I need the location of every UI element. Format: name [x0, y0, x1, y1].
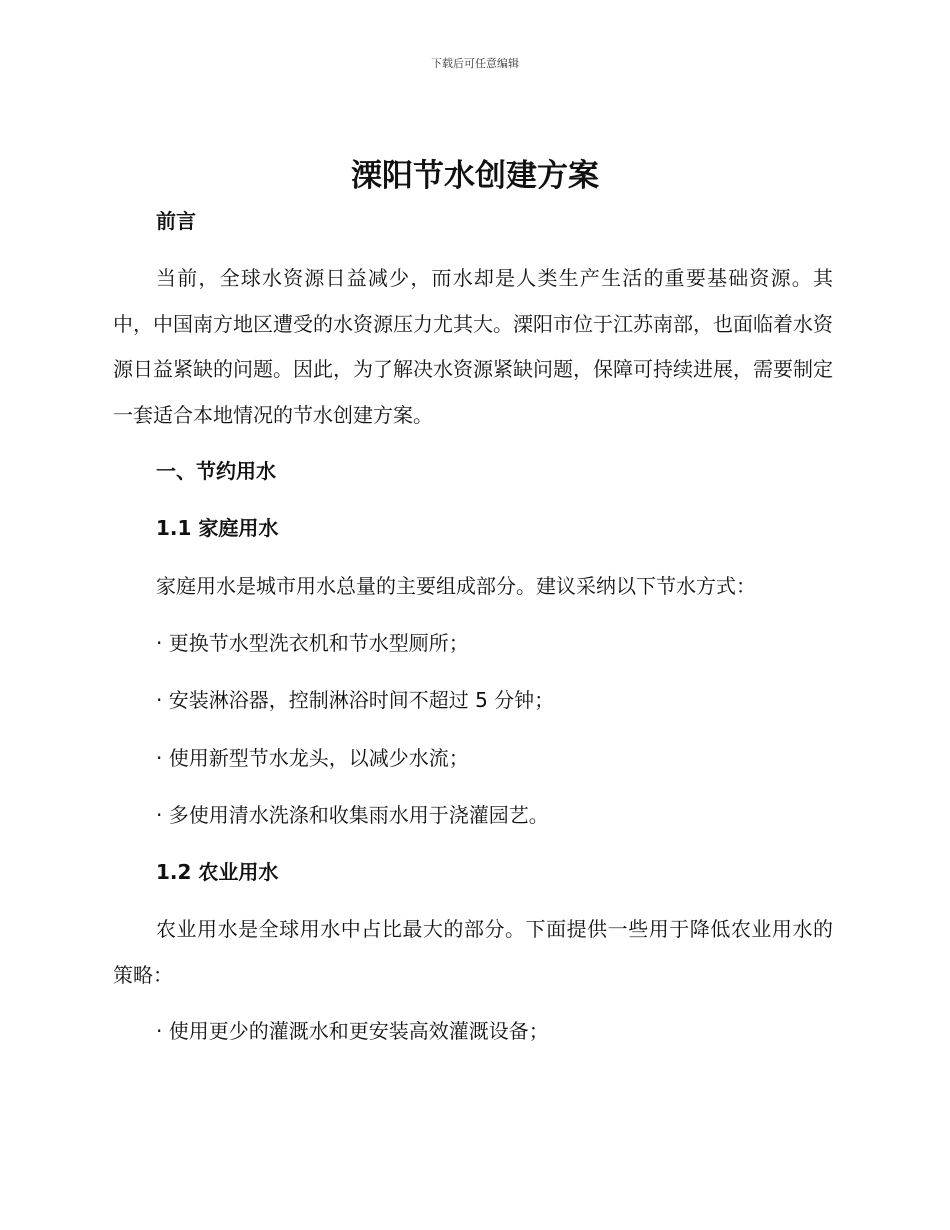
foreword-paragraph: 当前，全球水资源日益减少，而水却是人类生产生活的重要基础资源。其中，中国南方地区遭受的水资源压力尤其大。溧阳市位于江苏南部，也面临着水资源日益紧缺的问题。因此，为了解决水资源紧缺问题，保障可持续进展，需要制定一套适合本地情况的节水创建方案。: [113, 266, 833, 427]
list-item: · 更换节水型洗衣机和节水型厕所；: [156, 631, 469, 655]
list-item: · 安装淋浴器，控制淋浴时间不超过 5 分钟；: [156, 688, 555, 712]
list-item: · 使用更少的灌溉水和更安装高效灌溉设备；: [156, 1019, 549, 1043]
foreword-heading: 前言: [156, 209, 196, 233]
agriculture-intro: 农业用水是全球用水中占比最大的部分。下面提供一些用于降低农业用水的策略：: [113, 917, 833, 987]
list-item: · 多使用清水洗涤和收集雨水用于浇灌园艺。: [156, 803, 549, 827]
subsection-heading-agriculture: 1.2 农业用水: [156, 860, 279, 884]
document-title: 溧阳节水创建方案: [351, 158, 599, 194]
list-item: · 使用新型节水龙头，以减少水流；: [156, 746, 469, 770]
subsection-heading-household: 1.1 家庭用水: [156, 516, 279, 540]
header-note: 下载后可任意编辑: [431, 57, 519, 70]
section-heading: 一、节约用水: [156, 459, 276, 483]
household-intro: 家庭用水是城市用水总量的主要组成部分。建议采纳以下节水方式：: [156, 574, 756, 598]
